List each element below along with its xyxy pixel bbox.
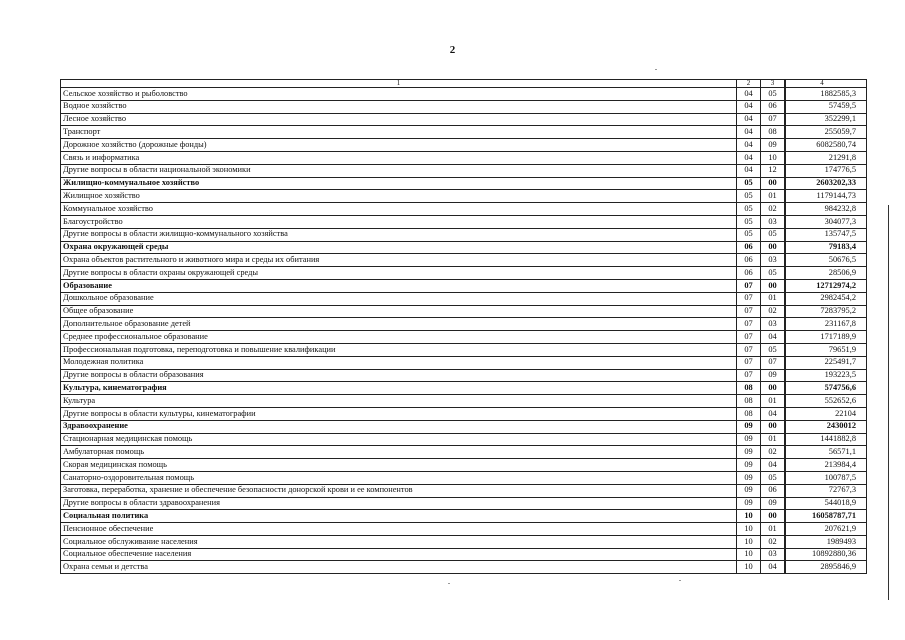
row-subsection-cell: 04 bbox=[761, 407, 785, 420]
row-name-cell: Социальная политика bbox=[61, 510, 737, 523]
row-section-cell: 07 bbox=[737, 331, 761, 344]
row-amount-cell: 28506,9 bbox=[786, 267, 867, 280]
row-section-cell: 08 bbox=[737, 382, 761, 395]
table-row bbox=[61, 126, 867, 139]
table-row bbox=[61, 318, 867, 331]
row-subsection-cell: 00 bbox=[761, 177, 785, 190]
table-row bbox=[61, 203, 867, 216]
row-name-cell: Профессиональная подготовка, переподготовка и повышение квалификации bbox=[61, 343, 737, 356]
row-amount-cell: 207621,9 bbox=[786, 523, 867, 536]
row-amount-cell: 1989493 bbox=[786, 535, 867, 548]
row-amount-cell: 984232,8 bbox=[786, 203, 867, 216]
table-row bbox=[61, 395, 867, 408]
row-name-cell: Транспорт bbox=[61, 126, 737, 139]
row-name-cell: Лесное хозяйство bbox=[61, 113, 737, 126]
row-section-cell: 05 bbox=[737, 177, 761, 190]
row-name-cell: Коммунальное хозяйство bbox=[61, 203, 737, 216]
row-section-cell: 06 bbox=[737, 267, 761, 280]
table-row bbox=[61, 151, 867, 164]
row-amount-cell: 193223,5 bbox=[786, 369, 867, 382]
row-amount-cell: 255059,7 bbox=[786, 126, 867, 139]
row-section-cell: 05 bbox=[737, 203, 761, 216]
row-subsection-cell: 05 bbox=[761, 88, 785, 101]
row-amount-cell: 72767,3 bbox=[786, 484, 867, 497]
row-section-cell: 04 bbox=[737, 164, 761, 177]
row-subsection-cell: 02 bbox=[761, 446, 785, 459]
row-name-cell: Скорая медицинская помощь bbox=[61, 459, 737, 472]
row-amount-cell: 304077,3 bbox=[786, 215, 867, 228]
row-amount-cell: 352299,1 bbox=[786, 113, 867, 126]
row-amount-cell: 79651,9 bbox=[786, 343, 867, 356]
row-amount-cell: 12712974,2 bbox=[786, 279, 867, 292]
row-section-cell: 05 bbox=[737, 215, 761, 228]
row-amount-cell: 225491,7 bbox=[786, 356, 867, 369]
row-subsection-cell: 10 bbox=[761, 151, 785, 164]
budget-table bbox=[60, 79, 867, 574]
row-section-cell: 09 bbox=[737, 433, 761, 446]
column-header-1: 1 bbox=[61, 80, 737, 88]
row-name-cell: Связь и информатика bbox=[61, 151, 737, 164]
row-name-cell: Среднее профессиональное образование bbox=[61, 331, 737, 344]
row-amount-cell: 1717189,9 bbox=[786, 331, 867, 344]
row-name-cell: Заготовка, переработка, хранение и обеспечение безопасности донорской крови и ее компонентов bbox=[61, 484, 737, 497]
row-subsection-cell: 03 bbox=[761, 548, 785, 561]
table-row bbox=[61, 548, 867, 561]
row-subsection-cell: 04 bbox=[761, 331, 785, 344]
table-row bbox=[61, 523, 867, 536]
table-header-row bbox=[61, 80, 867, 88]
row-amount-cell: 10892880,36 bbox=[786, 548, 867, 561]
row-amount-cell: 56571,1 bbox=[786, 446, 867, 459]
row-name-cell: Дошкольное образование bbox=[61, 292, 737, 305]
row-name-cell: Пенсионное обеспечение bbox=[61, 523, 737, 536]
row-subsection-cell: 00 bbox=[761, 382, 785, 395]
row-name-cell: Амбулаторная помощь bbox=[61, 446, 737, 459]
row-section-cell: 06 bbox=[737, 241, 761, 254]
table-row bbox=[61, 407, 867, 420]
table-row bbox=[61, 459, 867, 472]
row-section-cell: 04 bbox=[737, 88, 761, 101]
row-section-cell: 09 bbox=[737, 459, 761, 472]
row-amount-cell: 100787,5 bbox=[786, 471, 867, 484]
row-section-cell: 04 bbox=[737, 151, 761, 164]
row-amount-cell: 231167,8 bbox=[786, 318, 867, 331]
row-name-cell: Другие вопросы в области образования bbox=[61, 369, 737, 382]
table-row bbox=[61, 343, 867, 356]
scan-speck bbox=[655, 69, 657, 70]
table-row bbox=[61, 241, 867, 254]
table-row bbox=[61, 382, 867, 395]
row-name-cell: Водное хозяйство bbox=[61, 100, 737, 113]
table-row bbox=[61, 254, 867, 267]
column-header-4: 4 bbox=[786, 80, 867, 88]
row-section-cell: 07 bbox=[737, 356, 761, 369]
row-amount-cell: 22104 bbox=[786, 407, 867, 420]
row-section-cell: 05 bbox=[737, 190, 761, 203]
row-amount-cell: 2982454,2 bbox=[786, 292, 867, 305]
table-row bbox=[61, 446, 867, 459]
row-section-cell: 10 bbox=[737, 523, 761, 536]
row-subsection-cell: 08 bbox=[761, 126, 785, 139]
row-subsection-cell: 01 bbox=[761, 433, 785, 446]
row-amount-cell: 1441882,8 bbox=[786, 433, 867, 446]
row-subsection-cell: 06 bbox=[761, 484, 785, 497]
row-amount-cell: 16058787,71 bbox=[786, 510, 867, 523]
row-section-cell: 08 bbox=[737, 395, 761, 408]
row-section-cell: 09 bbox=[737, 420, 761, 433]
scan-speck bbox=[679, 580, 681, 581]
row-name-cell: Культура bbox=[61, 395, 737, 408]
row-amount-cell: 552652,6 bbox=[786, 395, 867, 408]
table-row bbox=[61, 305, 867, 318]
row-name-cell: Сельское хозяйство и рыболовство bbox=[61, 88, 737, 101]
row-subsection-cell: 02 bbox=[761, 305, 785, 318]
row-name-cell: Другие вопросы в области культуры, кинематографии bbox=[61, 407, 737, 420]
row-amount-cell: 6082580,74 bbox=[786, 139, 867, 152]
table-row bbox=[61, 497, 867, 510]
row-amount-cell: 1882585,3 bbox=[786, 88, 867, 101]
row-subsection-cell: 09 bbox=[761, 369, 785, 382]
row-subsection-cell: 07 bbox=[761, 356, 785, 369]
row-name-cell: Охрана окружающей среды bbox=[61, 241, 737, 254]
row-amount-cell: 2895846,9 bbox=[786, 561, 867, 574]
table-row bbox=[61, 177, 867, 190]
row-name-cell: Благоустройство bbox=[61, 215, 737, 228]
table-row bbox=[61, 100, 867, 113]
row-subsection-cell: 03 bbox=[761, 318, 785, 331]
row-name-cell: Жилищно-коммунальное хозяйство bbox=[61, 177, 737, 190]
row-section-cell: 07 bbox=[737, 369, 761, 382]
row-section-cell: 04 bbox=[737, 126, 761, 139]
row-name-cell: Социальное обслуживание населения bbox=[61, 535, 737, 548]
row-name-cell: Культура, кинематография bbox=[61, 382, 737, 395]
row-name-cell: Дорожное хозяйство (дорожные фонды) bbox=[61, 139, 737, 152]
table-row bbox=[61, 561, 867, 574]
page-number: 2 bbox=[449, 44, 456, 56]
row-section-cell: 04 bbox=[737, 139, 761, 152]
row-name-cell: Стационарная медицинская помощь bbox=[61, 433, 737, 446]
row-name-cell: Здравоохранение bbox=[61, 420, 737, 433]
row-amount-cell: 50676,5 bbox=[786, 254, 867, 267]
table-row bbox=[61, 164, 867, 177]
table-row bbox=[61, 279, 867, 292]
table-row bbox=[61, 535, 867, 548]
table-row bbox=[61, 484, 867, 497]
row-subsection-cell: 03 bbox=[761, 254, 785, 267]
table-row bbox=[61, 331, 867, 344]
row-subsection-cell: 07 bbox=[761, 113, 785, 126]
row-subsection-cell: 06 bbox=[761, 100, 785, 113]
row-name-cell: Охрана семьи и детства bbox=[61, 561, 737, 574]
row-section-cell: 04 bbox=[737, 113, 761, 126]
row-section-cell: 07 bbox=[737, 279, 761, 292]
row-subsection-cell: 03 bbox=[761, 215, 785, 228]
row-name-cell: Охрана объектов растительного и животного мира и среды их обитания bbox=[61, 254, 737, 267]
table-row bbox=[61, 113, 867, 126]
scan-edge-line bbox=[888, 205, 889, 600]
table-row bbox=[61, 356, 867, 369]
row-name-cell: Социальное обеспечение населения bbox=[61, 548, 737, 561]
row-subsection-cell: 01 bbox=[761, 395, 785, 408]
row-subsection-cell: 09 bbox=[761, 139, 785, 152]
row-section-cell: 07 bbox=[737, 305, 761, 318]
row-amount-cell: 2430012 bbox=[786, 420, 867, 433]
row-subsection-cell: 12 bbox=[761, 164, 785, 177]
row-section-cell: 05 bbox=[737, 228, 761, 241]
table-row bbox=[61, 215, 867, 228]
row-name-cell: Молодежная политика bbox=[61, 356, 737, 369]
row-amount-cell: 79183,4 bbox=[786, 241, 867, 254]
row-amount-cell: 57459,5 bbox=[786, 100, 867, 113]
row-section-cell: 10 bbox=[737, 548, 761, 561]
scan-speck bbox=[448, 583, 450, 584]
row-subsection-cell: 00 bbox=[761, 279, 785, 292]
row-amount-cell: 1179144,73 bbox=[786, 190, 867, 203]
row-name-cell: Дополнительное образование детей bbox=[61, 318, 737, 331]
table-row bbox=[61, 267, 867, 280]
row-name-cell: Образование bbox=[61, 279, 737, 292]
row-section-cell: 07 bbox=[737, 343, 761, 356]
row-section-cell: 08 bbox=[737, 407, 761, 420]
row-amount-cell: 7283795,2 bbox=[786, 305, 867, 318]
table-row bbox=[61, 292, 867, 305]
column-header-2: 2 bbox=[737, 80, 761, 88]
row-subsection-cell: 05 bbox=[761, 267, 785, 280]
row-section-cell: 06 bbox=[737, 254, 761, 267]
row-subsection-cell: 04 bbox=[761, 561, 785, 574]
row-amount-cell: 213984,4 bbox=[786, 459, 867, 472]
row-subsection-cell: 01 bbox=[761, 190, 785, 203]
row-amount-cell: 21291,8 bbox=[786, 151, 867, 164]
table-row bbox=[61, 420, 867, 433]
table-row bbox=[61, 433, 867, 446]
table-body bbox=[61, 80, 867, 574]
row-section-cell: 04 bbox=[737, 100, 761, 113]
row-section-cell: 07 bbox=[737, 318, 761, 331]
row-section-cell: 10 bbox=[737, 535, 761, 548]
table-row bbox=[61, 369, 867, 382]
table-row bbox=[61, 228, 867, 241]
row-subsection-cell: 05 bbox=[761, 228, 785, 241]
row-subsection-cell: 05 bbox=[761, 343, 785, 356]
row-subsection-cell: 00 bbox=[761, 510, 785, 523]
row-name-cell: Другие вопросы в области национальной экономики bbox=[61, 164, 737, 177]
table-row bbox=[61, 190, 867, 203]
row-name-cell: Жилищное хозяйство bbox=[61, 190, 737, 203]
row-subsection-cell: 01 bbox=[761, 292, 785, 305]
row-section-cell: 07 bbox=[737, 292, 761, 305]
row-name-cell: Другие вопросы в области здравоохранения bbox=[61, 497, 737, 510]
row-subsection-cell: 00 bbox=[761, 241, 785, 254]
row-name-cell: Другие вопросы в области охраны окружающей среды bbox=[61, 267, 737, 280]
row-section-cell: 09 bbox=[737, 471, 761, 484]
row-name-cell: Другие вопросы в области жилищно-коммунального хозяйства bbox=[61, 228, 737, 241]
table-row bbox=[61, 510, 867, 523]
row-amount-cell: 174776,5 bbox=[786, 164, 867, 177]
row-subsection-cell: 09 bbox=[761, 497, 785, 510]
row-name-cell: Общее образование bbox=[61, 305, 737, 318]
row-section-cell: 10 bbox=[737, 510, 761, 523]
row-section-cell: 09 bbox=[737, 484, 761, 497]
row-section-cell: 09 bbox=[737, 446, 761, 459]
row-subsection-cell: 01 bbox=[761, 523, 785, 536]
column-header-3: 3 bbox=[761, 80, 785, 88]
row-section-cell: 09 bbox=[737, 497, 761, 510]
row-subsection-cell: 02 bbox=[761, 535, 785, 548]
row-amount-cell: 135747,5 bbox=[786, 228, 867, 241]
table-row bbox=[61, 88, 867, 101]
row-name-cell: Санаторно-оздоровительная помощь bbox=[61, 471, 737, 484]
row-subsection-cell: 00 bbox=[761, 420, 785, 433]
row-subsection-cell: 04 bbox=[761, 459, 785, 472]
table-row bbox=[61, 471, 867, 484]
row-subsection-cell: 05 bbox=[761, 471, 785, 484]
row-amount-cell: 544018,9 bbox=[786, 497, 867, 510]
row-section-cell: 10 bbox=[737, 561, 761, 574]
table-row bbox=[61, 139, 867, 152]
row-subsection-cell: 02 bbox=[761, 203, 785, 216]
row-amount-cell: 574756,6 bbox=[786, 382, 867, 395]
row-amount-cell: 2603202,33 bbox=[786, 177, 867, 190]
